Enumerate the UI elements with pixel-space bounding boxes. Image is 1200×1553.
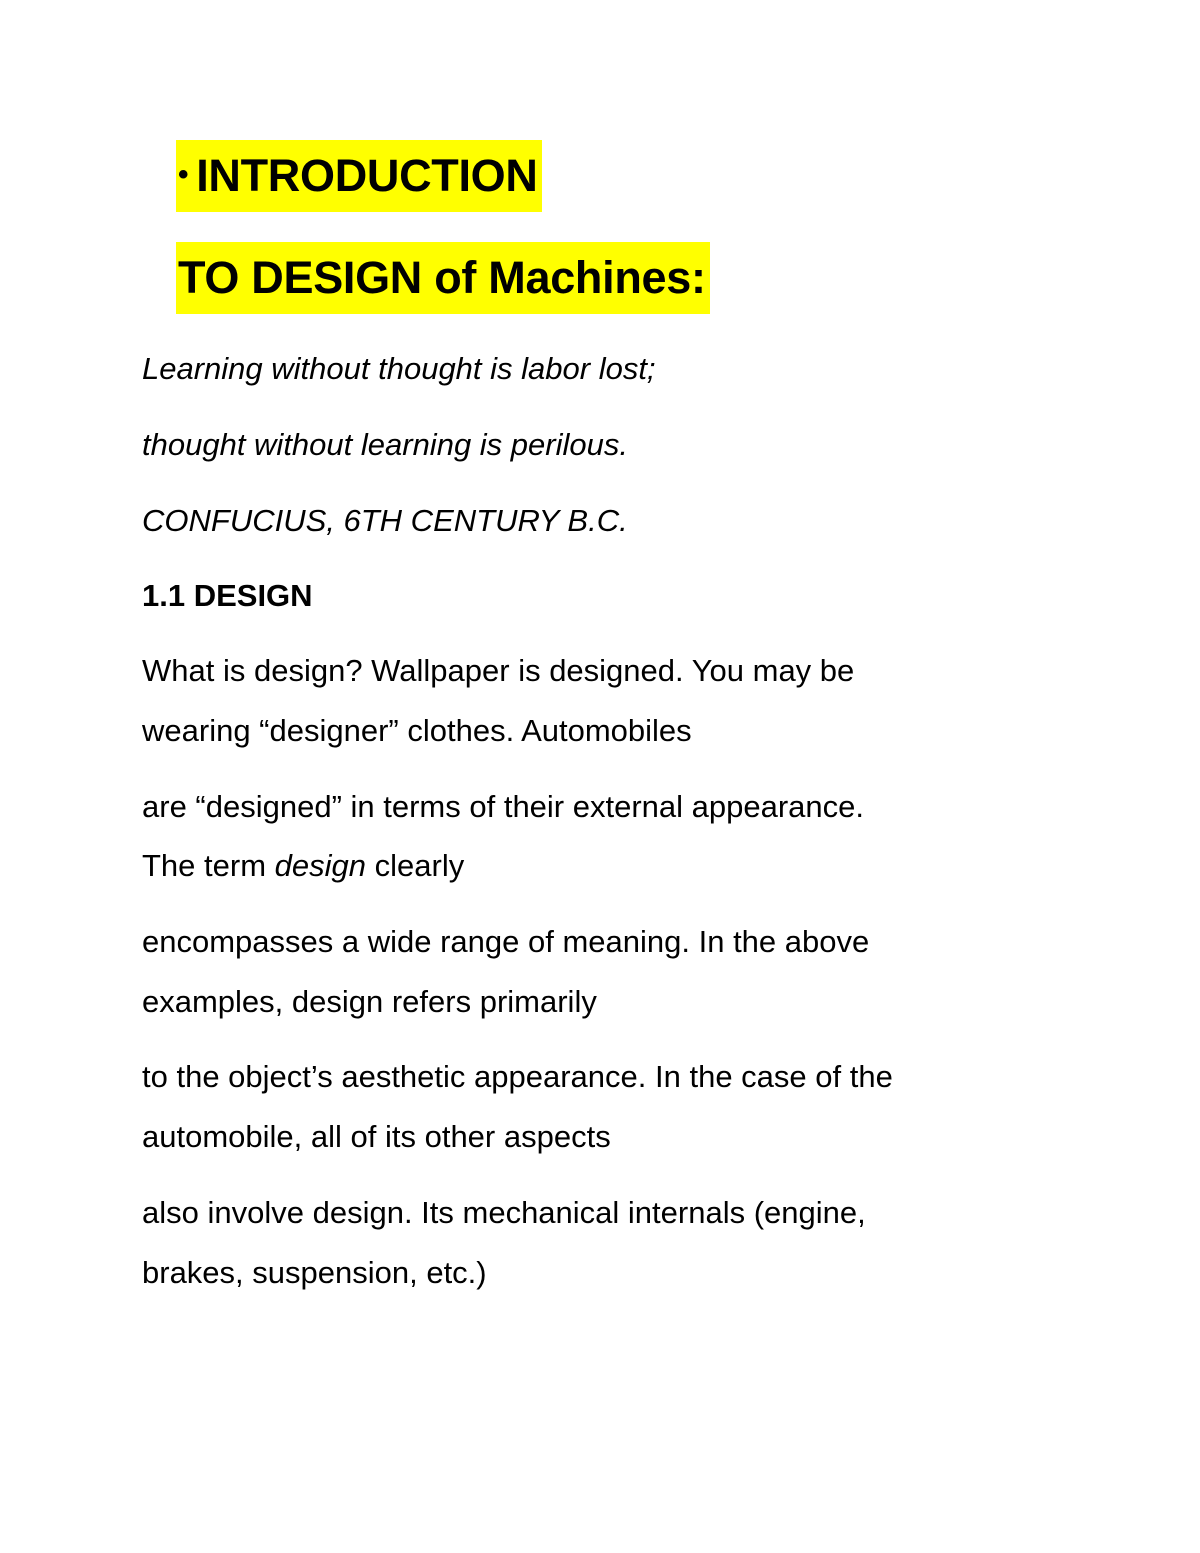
- paragraph-3-line-2: examples, design refers primarily: [142, 984, 597, 1019]
- paragraph-1-line-1: What is design? Wallpaper is designed. You may be: [142, 653, 855, 688]
- paragraph-4-line-1: to the object’s aesthetic appearance. In the case of the: [142, 1059, 893, 1094]
- heading-text-1: INTRODUCTION: [196, 150, 538, 201]
- section-title: 1.1 DESIGN: [142, 578, 313, 613]
- bullet-icon: •: [178, 158, 189, 192]
- quote-line-2: thought without learning is perilous.: [142, 427, 628, 462]
- paragraph-2-text-b: clearly: [366, 848, 465, 883]
- heading-line-1: [176, 140, 542, 212]
- paragraph-5-line-2: brakes, suspension, etc.): [142, 1255, 487, 1290]
- heading-text-2: TO DESIGN of Machines:: [178, 252, 706, 303]
- paragraph-5-line-1: also involve design. Its mechanical internals (engine,: [142, 1195, 866, 1230]
- paragraph-1-line-2: wearing “designer” clothes. Automobiles: [142, 713, 692, 748]
- heading-line-2: [176, 242, 710, 314]
- quote-line-1: Learning without thought is labor lost;: [142, 351, 656, 386]
- paragraph-2-emphasis: design: [274, 848, 367, 883]
- quote-attribution: CONFUCIUS, 6TH CENTURY B.C.: [142, 503, 628, 538]
- paragraph-3-line-1: encompasses a wide range of meaning. In the above: [142, 924, 870, 959]
- paragraph-2-line-2: [142, 846, 464, 886]
- paragraph-2-text-a: The term: [142, 848, 275, 883]
- paragraph-2-line-1: are “designed” in terms of their external appearance.: [142, 789, 865, 824]
- paragraph-4-line-2: automobile, all of its other aspects: [142, 1119, 611, 1154]
